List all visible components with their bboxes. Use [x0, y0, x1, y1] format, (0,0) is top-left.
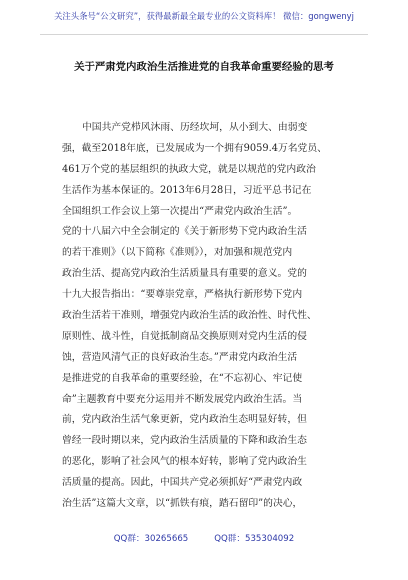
body-line: 原则性、战斗性，自觉抵制商品交换原则对党内生活的侵 — [62, 330, 307, 342]
body-line: 党的十八届六中全会制定的《关于新形势下党内政治生活 — [62, 226, 307, 238]
body-line: 强，截至2018年底，已发展成为一个拥有9059.4万名党员、 — [62, 142, 327, 154]
body-line: 461万个党的基层组织的执政大党，就是以规范的党内政治 — [62, 163, 316, 175]
body-line: 全国组织工作会议上第一次提出“严肃党内政治生活”。 — [62, 205, 298, 217]
document-body — [62, 118, 352, 515]
body-line: 蚀，营造风清气正的良好政治生态。”严肃党内政治生活 — [62, 351, 298, 363]
body-line: 政治生活、提高党内政治生活质量具有重要的意义。党的 — [62, 268, 307, 280]
body-line: 政治生活若干准则，增强党内政治生活的政治性、时代性、 — [62, 310, 317, 322]
header-banner: 关注头条号“公文研究”，获得最新最全最专业的公文资料库！ 微信：gongwenyj — [54, 11, 354, 21]
body-line: 生活作为基本保证的。2013年6月28日，习近平总书记在 — [62, 184, 312, 196]
footer-qq-group-2: QQ群：535304092 — [214, 534, 295, 544]
body-line: 中国共产党栉风沐雨、历经坎坷，从小到大、由弱变 — [82, 122, 308, 133]
footer-contact — [0, 533, 408, 545]
body-line: 十九大报告指出：“要尊崇党章，严格执行新形势下党内 — [62, 289, 303, 301]
body-line: 前，党内政治生活气象更新，党内政治生态明显好转，但 — [62, 414, 307, 426]
body-line: 是推进党的自我革命的重要经验，在“不忘初心、牢记使 — [62, 372, 303, 384]
body-line: 活质量的提高。因此，中国共产党必须抓好“严肃党内政 — [62, 477, 303, 489]
body-line: 的恶化，影响了社会风气的根本好转，影响了党内政治生 — [62, 456, 307, 468]
header-divider — [40, 34, 368, 35]
body-line: 的若干准则》（以下简称《准则》），对加强和规范党内 — [62, 247, 293, 259]
body-line: 命”主题教育中要充分运用并不断发展党内政治生活。当 — [62, 393, 303, 405]
footer-qq-group-1: QQ群：30265665 — [113, 534, 189, 544]
body-line: 曾经一段时期以来，党内政治生活质量的下降和政治生态 — [62, 435, 307, 447]
body-line: 治生活”这篇大文章，以“抓铁有痕，踏石留印”的决心， — [62, 498, 303, 510]
document-title: 关于严肃党内政治生活推进党的自我革命重要经验的思考 — [74, 61, 334, 73]
